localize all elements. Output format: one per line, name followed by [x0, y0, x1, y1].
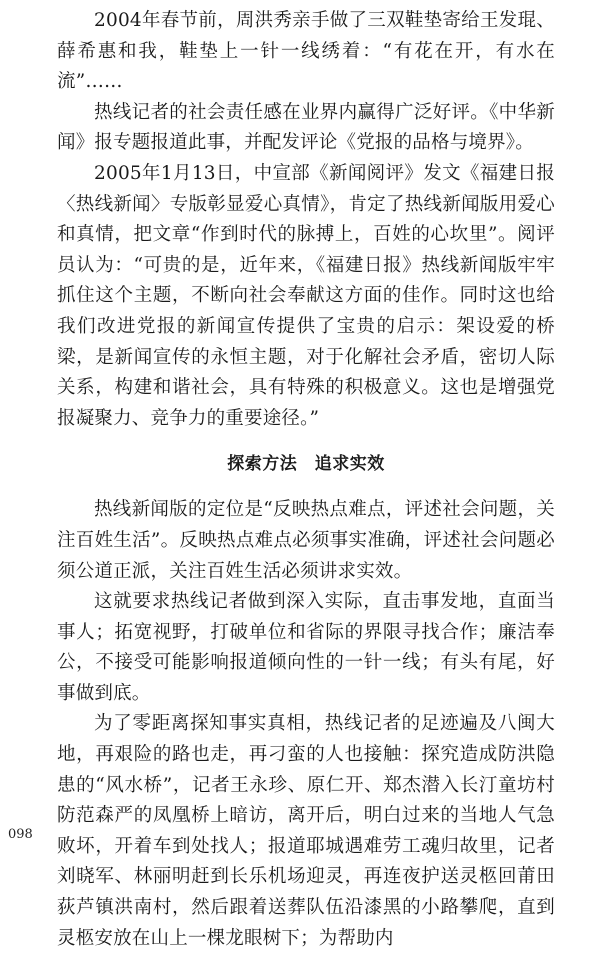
section-heading: 探索方法 追求实效: [227, 454, 385, 475]
body-text: [57, 6, 555, 954]
paragraph: 为了零距离探知事实真相，热线记者的足迹遍及八闽大地，再艰险的路也走，再刁蛮的人也接触：探究造成防洪隐患的“风水桥”，记者王永珍、原仁开、郑杰潜入长汀童坊村防范森严的凤凰桥上暗访，离开后，明白过来的当地人气急败坏，开着车到处找人；报道耶城遇难劳工魂归故里，记者刘晓军、林丽明赶到长乐机场迎灵，再连夜护送灵柩回莆田荻芦镇洪南村，然后跟着送葬队伍沿漆黑的小路攀爬，直到灵柩安放在山上一棵龙眼树下；为帮助内: [57, 713, 555, 949]
paragraph: 这就要求热线记者做到深入实际，直击事发地，直面当事人；拓宽视野，打破单位和省际的界限寻找合作；廉洁奉公，不接受可能影响报道倾向性的一针一线；有头有尾，好事做到底。: [57, 591, 555, 704]
paragraph: 热线新闻版的定位是“反映热点难点，评述社会问题，关注百姓生活”。反映热点难点必须事实准确，评述社会问题必须公道正派，关注百姓生活必须讲求实效。: [57, 499, 555, 582]
paragraph: 2004年春节前，周洪秀亲手做了三双鞋垫寄给王发琨、薛希惠和我，鞋垫上一针一线绣着：“有花在开，有水在流”……: [57, 10, 555, 93]
paragraph: 热线记者的社会责任感在业界内赢得广泛好评。《中华新闻》报专题报道此事，并配发评论《党报的品格与境界》。: [57, 101, 555, 154]
paragraph: 2005年1月13日，中宣部《新闻阅评》发文《福建日报〈热线新闻〉专版彰显爱心真情》，肯定了热线新闻版用爱心和真情，把文章“作到时代的脉搏上，百姓的心坎里”。阅评员认为：“可贵的是，近年来，《福建日报》热线新闻版牢牢抓住这个主题，不断向社会奉献这方面的佳作。同时这也给我们改进党报的新闻宣传提供了宝贵的启示：架设爱的桥梁，是新闻宣传的永恒主题，对于化解社会矛盾，密切人际关系，构建和谐社会，具有特殊的积极意义。这也是增强党报凝聚力、竞争力的重要途径。”: [57, 162, 555, 429]
page-number: 098: [8, 827, 33, 842]
